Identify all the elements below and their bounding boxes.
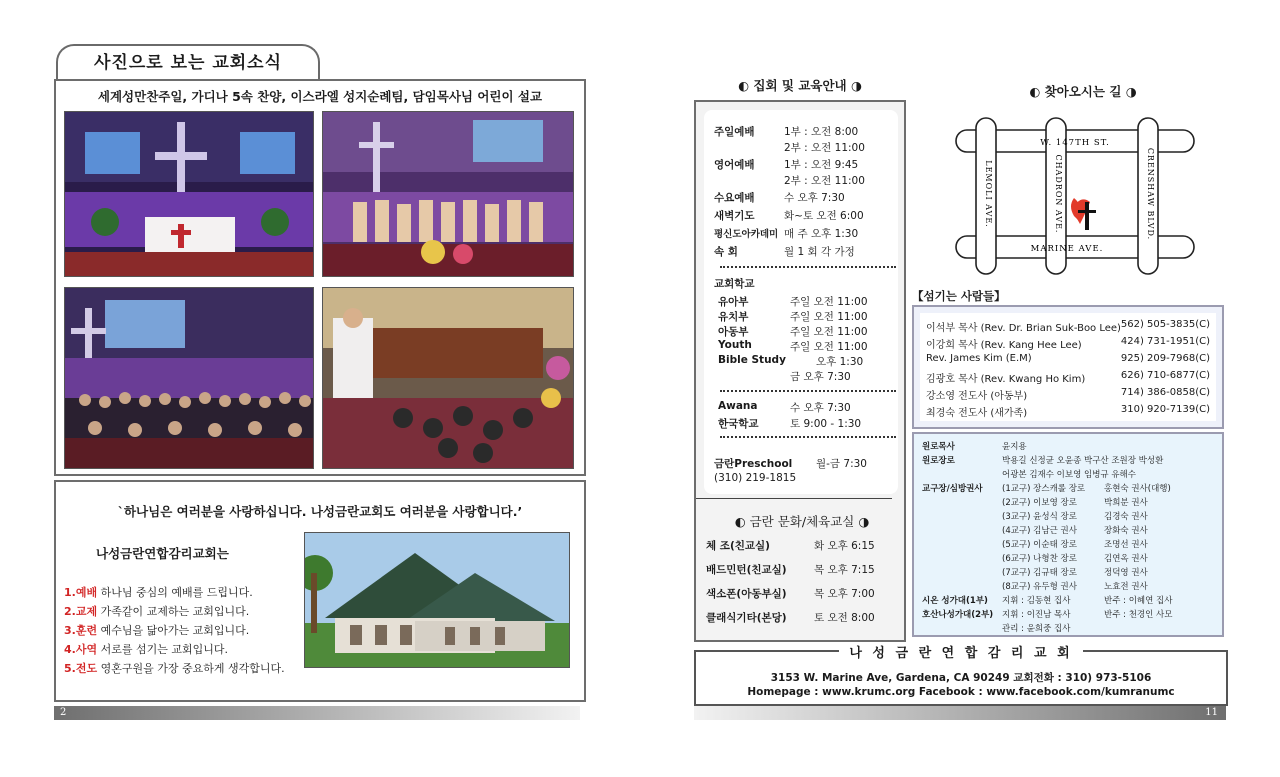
culture-name: 체 조(친교실): [706, 540, 770, 552]
church-info-banner: [694, 646, 1228, 706]
roster-entry: (2교구) 이보영 장로: [1002, 498, 1077, 508]
service-time: 2부 : 오전 11:00: [784, 142, 865, 154]
mission-text: 예수님을 닮아가는 교회입니다.: [100, 624, 250, 637]
school-time: 오후 1:30: [816, 356, 864, 368]
school-time: 주일 오전 11:00: [790, 311, 868, 323]
mission-item: [64, 660, 285, 676]
mission-item: [64, 584, 253, 600]
mission-key: 4.사역: [64, 643, 98, 656]
staff-name: 최경숙 전도사 (새가족): [926, 408, 1028, 419]
people-label: 【섬기는 사람들】: [912, 289, 1006, 303]
staff-name: 이석부 목사 (Rev. Dr. Brian Suk-Boo Lee): [926, 323, 1121, 334]
staff-name: 이강희 목사 (Rev. Kang Hee Lee): [926, 340, 1082, 351]
mission-item: [64, 603, 249, 619]
roster-entry: (4교구) 김남근 권사: [1002, 526, 1077, 536]
roster-entry: (5교구) 이순태 장로: [1002, 540, 1077, 550]
staff-name: Rev. James Kim (E.M): [926, 353, 1032, 364]
section-title: 사진으로 보는 교회소식: [56, 44, 320, 80]
mission-item: [64, 641, 228, 657]
roster-role: 교구장/심방권사: [922, 484, 983, 494]
mission-text: 영혼구원을 가장 중요하게 생각합니다.: [100, 662, 285, 675]
roster-entry: 노효전 권사: [1104, 582, 1148, 592]
service-time: 매 주 오후 1:30: [784, 228, 859, 240]
left-footer-bar: [54, 706, 580, 720]
culture-time: 화 오후 6:15: [814, 540, 875, 552]
roster-role: 원로목사: [922, 442, 955, 452]
location-map: [952, 112, 1198, 278]
photo-congregation: [64, 287, 314, 469]
mission-text: 하나님 중심의 예배를 드립니다.: [100, 586, 253, 599]
roster-panel: [912, 432, 1224, 637]
services-header: ◐ 집회 및 교육안내 ◑: [738, 78, 862, 93]
staff-name: 강소영 전도사 (아동부): [926, 391, 1028, 402]
mission-quote: `하나님은 여러분을 사랑하십니다. 나성금란교회도 여러분을 사랑합니다.’: [117, 504, 523, 519]
page-number-right: 11: [1205, 707, 1218, 718]
preschool-time: 월-금 7:30: [816, 458, 867, 470]
roster-entry: 박용길 신정균 오윤종 박구산 조원장 박성환: [1002, 456, 1164, 466]
church-name-text: 나 성 금 란 연 합 감 리 교 회: [839, 646, 1082, 661]
roster-role: 호산나성가대(2부): [922, 610, 994, 620]
service-name: 영어예배: [714, 159, 755, 171]
church-name: [696, 642, 1226, 661]
school-time: 주일 오전 11:00: [790, 296, 868, 308]
service-time: 화~토 오전 6:00: [784, 210, 864, 222]
street-label-right: CRENSHAW BLVD.: [1146, 147, 1155, 241]
photo-caption: 세계성만찬주일, 가디나 5속 찬양, 이스라엘 성지순례팀, 담임목사님 어린이 설교: [97, 89, 543, 104]
school-name: Bible Study: [718, 354, 786, 366]
photo-childrens-sermon: [322, 287, 574, 469]
culture-header: ◐ 금란 문화/체육교실 ◑: [734, 514, 870, 529]
service-name: 새벽기도: [714, 210, 755, 222]
roster-entry: 반주 : 천경인 사모: [1104, 610, 1173, 620]
photo-panel: [54, 79, 586, 476]
culture-name: 색소폰(아동부실): [706, 588, 787, 600]
street-label-left: LEMOLI AVE.: [984, 160, 993, 228]
roster-entry: (8교구) 유두형 권사: [1002, 582, 1077, 592]
staff-phone: 925) 209-7968(C): [1120, 353, 1210, 364]
mission-text: 서로를 섬기는 교회입니다.: [100, 643, 228, 656]
roster-entry: (7교구) 김규태 장로: [1002, 568, 1077, 578]
roster-entry: 정덕영 권사: [1104, 568, 1148, 578]
mission-item: [64, 622, 249, 638]
roster-entry: (6교구) 나형찬 장로: [1002, 554, 1077, 564]
preschool-name: 금란Preschool: [714, 458, 793, 470]
school-title: 교회학교: [714, 278, 755, 290]
dotted-divider: [720, 436, 896, 438]
services-panel: [694, 100, 906, 642]
photo-choir: [322, 111, 574, 277]
roster-entry: 장화숙 권사: [1104, 526, 1148, 536]
services-inner: [704, 110, 898, 494]
program-name: Awana: [718, 400, 758, 412]
roster-entry: (1교구) 장스캐롤 장로: [1002, 484, 1086, 494]
culture-time: 목 오후 7:00: [814, 588, 875, 600]
program-time: 수 오후 7:30: [790, 402, 851, 414]
church-address: 3153 W. Marine Ave, Gardena, CA 90249 교회전화 : 310) 973-5106: [770, 672, 1152, 684]
map-header: ◐ 찾아오시는 길 ◑: [1029, 84, 1137, 99]
roster-entry: (3교구) 윤성식 장로: [1002, 512, 1077, 522]
school-name: Youth: [718, 339, 752, 351]
roster-entry: 관리 : 윤희중 집사: [1002, 624, 1071, 634]
roster-entry: 반주 : 이혜연 집사: [1104, 596, 1173, 606]
church-web-links: Homepage : www.krumc.org Facebook : www.facebook.com/kumranumc: [747, 686, 1175, 698]
program-name: 한국학교: [718, 418, 759, 430]
service-time: 월 1 회 각 가정: [784, 246, 855, 258]
page-number-left: 2: [60, 707, 67, 718]
mission-key: 3.훈련: [64, 624, 98, 637]
street-label-bottom: MARINE AVE.: [1030, 244, 1104, 254]
roster-entry: 지휘 : 김동현 집사: [1002, 596, 1071, 606]
street-label-top: W. 147TH ST.: [1040, 138, 1110, 148]
culture-time: 목 오후 7:15: [814, 564, 875, 576]
culture-name: 배드민턴(친교실): [706, 564, 787, 576]
roster-entry: 조명선 권사: [1104, 540, 1148, 550]
roster-entry: 박희분 권사: [1104, 498, 1148, 508]
service-time: 2부 : 오전 11:00: [784, 175, 865, 187]
school-name: 유치부: [718, 311, 749, 323]
staff-phone: 310) 920-7139(C): [1120, 404, 1210, 415]
staff-phone: 424) 731-1951(C): [1120, 336, 1210, 347]
program-time: 토 9:00 - 1:30: [790, 418, 862, 430]
roster-entry: 김연옥 권사: [1104, 554, 1148, 564]
photo-sanctuary-communion: [64, 111, 314, 277]
service-time: 1부 : 오전 9:45: [784, 159, 859, 171]
mission-text: 가족같이 교제하는 교회입니다.: [100, 605, 250, 618]
school-name: 유아부: [718, 296, 749, 308]
school-time: 금 오후 7:30: [790, 371, 851, 383]
school-name: 아동부: [718, 326, 749, 338]
culture-time: 토 오전 8:00: [814, 612, 875, 624]
preschool-phone: (310) 219-1815: [714, 472, 797, 484]
street-label-middle: CHADRON AVE.: [1054, 154, 1063, 234]
mission-key: 5.전도: [64, 662, 98, 675]
staff-phone: 626) 710-6877(C): [1120, 370, 1210, 381]
service-name: 주일예배: [714, 126, 755, 138]
culture-name: 클래식기타(본당): [706, 612, 787, 624]
roster-entry: 지휘 : 이진남 목사: [1002, 610, 1071, 620]
right-footer-bar: [694, 706, 1226, 720]
staff-phone: 714) 386-0858(C): [1120, 387, 1210, 398]
mission-key: 1.예배: [64, 586, 98, 599]
service-name: 수요예배: [714, 192, 755, 204]
services-divider: [696, 498, 892, 499]
mission-heading: 나성금란연합감리교회는: [96, 546, 229, 561]
mission-key: 2.교제: [64, 605, 98, 618]
roster-entry: 김경숙 권사: [1104, 512, 1148, 522]
service-time: 수 오후 7:30: [784, 192, 845, 204]
dotted-divider: [720, 266, 896, 268]
school-time: 주일 오전 11:00: [790, 341, 868, 353]
school-time: 주일 오전 11:00: [790, 326, 868, 338]
roster-entry: 홍현숙 권사(대행): [1104, 484, 1171, 494]
service-time: 1부 : 오전 8:00: [784, 126, 859, 138]
dotted-divider: [720, 390, 896, 392]
roster-role: 시온 성가대(1부): [922, 596, 988, 606]
mission-panel: [54, 480, 586, 702]
roster-entry: 윤지용: [1002, 442, 1027, 452]
photo-church-building: [304, 532, 570, 668]
roster-role: 원로장로: [922, 456, 955, 466]
service-name: 평신도아카데미: [714, 229, 779, 240]
service-name: 속 회: [714, 246, 738, 258]
roster-entry: 어광본 김재수 이보영 임병규 유해수: [1002, 470, 1136, 480]
staff-name: 김광호 목사 (Rev. Kwang Ho Kim): [926, 374, 1086, 385]
people-panel: [912, 305, 1224, 429]
people-inner: [920, 313, 1216, 421]
staff-phone: 562) 505-3835(C): [1120, 319, 1210, 330]
